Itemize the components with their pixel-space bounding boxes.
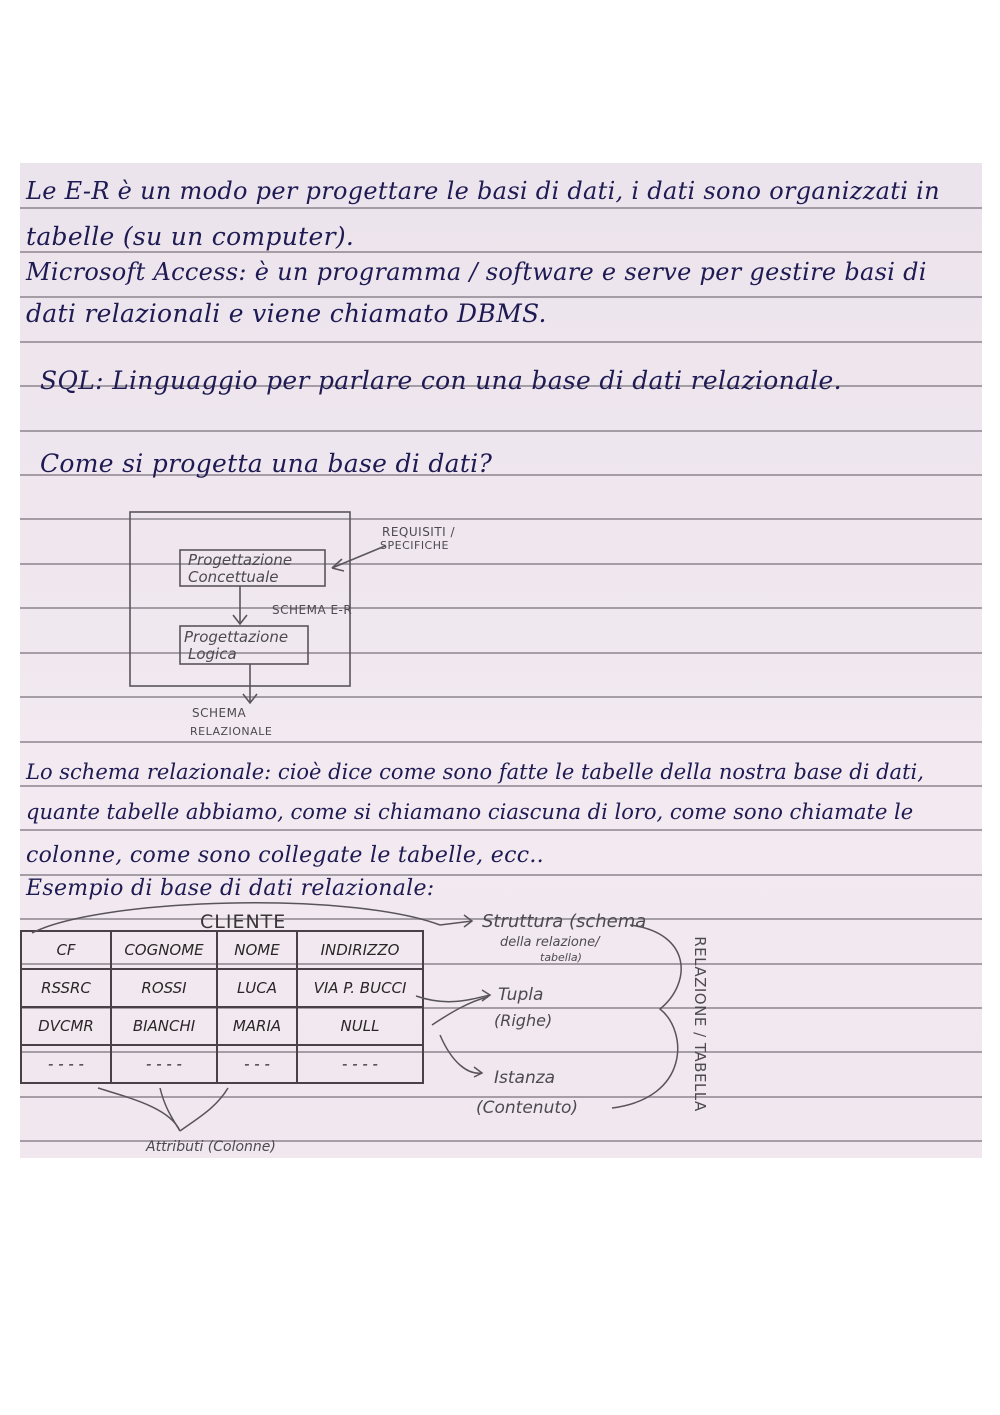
relazione-tabella-label: RELAZIONE / TABELLA [690,936,709,1112]
header-arc [32,903,440,933]
header-cell: INDIRIZZO [297,931,423,969]
note-line-2: tabelle (su un computer). [26,222,355,251]
schema-relazionale-label-2: RELAZIONALE [190,725,273,738]
istanza-label-2: (Contenuto) [476,1098,579,1118]
requisiti-label-2: SPECIFICHE [380,539,449,552]
struttura-label-3: tabella) [540,951,582,964]
box-conceptual-label-2: Concettuale [188,568,279,586]
table-cell: NULL [297,1007,423,1045]
table-cell: - - - [217,1045,297,1083]
istanza-label-1: Istanza [494,1068,556,1088]
arrow-tupla [416,995,490,1002]
relazione-brace [612,925,681,1108]
table-cell: DVCMR [21,1007,111,1045]
attributi-brace-right [180,1088,228,1131]
requisiti-label-1: REQUISITI / [382,525,456,539]
table-cell: VIA P. BUCCI [297,969,423,1007]
attributi-label: Attributi (Colonne) [146,1139,276,1155]
schema-line-2: quante tabelle abbiamo, come si chiamano ciascuna di loro, come sono chiamate le [26,800,914,824]
question: Come si progetta una base di dati? [40,449,493,478]
box-conceptual-label-1: Progettazione [188,551,293,569]
note-line-3: Microsoft Access: è un programma / software e serve per gestire basi di [26,258,927,286]
header-cell: COGNOME [111,931,217,969]
sql-definition: SQL: Linguaggio per parlare con una base di dati relazionale. [40,366,842,395]
header-cell: NOME [217,931,297,969]
table-cell: RSSRC [21,969,111,1007]
notebook-page [20,163,982,1158]
schema-relazionale-label-1: SCHEMA [192,706,247,720]
box-logical-label-1: Progettazione [184,628,289,646]
schema-er-label: SCHEMA E-R [272,603,353,617]
table-cell: - - - - [111,1045,217,1083]
struttura-label-2: della relazione/ [500,935,600,950]
table-cell: MARIA [217,1007,297,1045]
box-logical-label-2: Logica [188,645,237,663]
schema-line-1: Lo schema relazionale: cioè dice come sono fatte le tabelle della nostra base di dati, [26,760,924,784]
note-line-1: Le E-R è un modo per progettare le basi di dati, i dati sono organizzati in [26,177,940,205]
table-cell: BIANCHI [111,1007,217,1045]
note-line-4: dati relazionali e viene chiamato DBMS. [26,299,547,328]
table-cell: - - - - [297,1045,423,1083]
tupla-label-1: Tupla [498,985,544,1005]
schema-line-3: colonne, come sono collegate le tabelle, ecc.. [26,843,544,868]
example-heading: Esempio di base di dati relazionale: [26,876,435,901]
table-cell: ROSSI [111,969,217,1007]
tupla-label-2: (Righe) [494,1011,553,1030]
table-annotations [20,163,982,1158]
table-name: CLIENTE [200,911,287,933]
table-cell: LUCA [217,969,297,1007]
table-cell: - - - - [21,1045,111,1083]
header-cell: CF [21,931,111,969]
struttura-label-1: Struttura (schema [482,911,647,932]
